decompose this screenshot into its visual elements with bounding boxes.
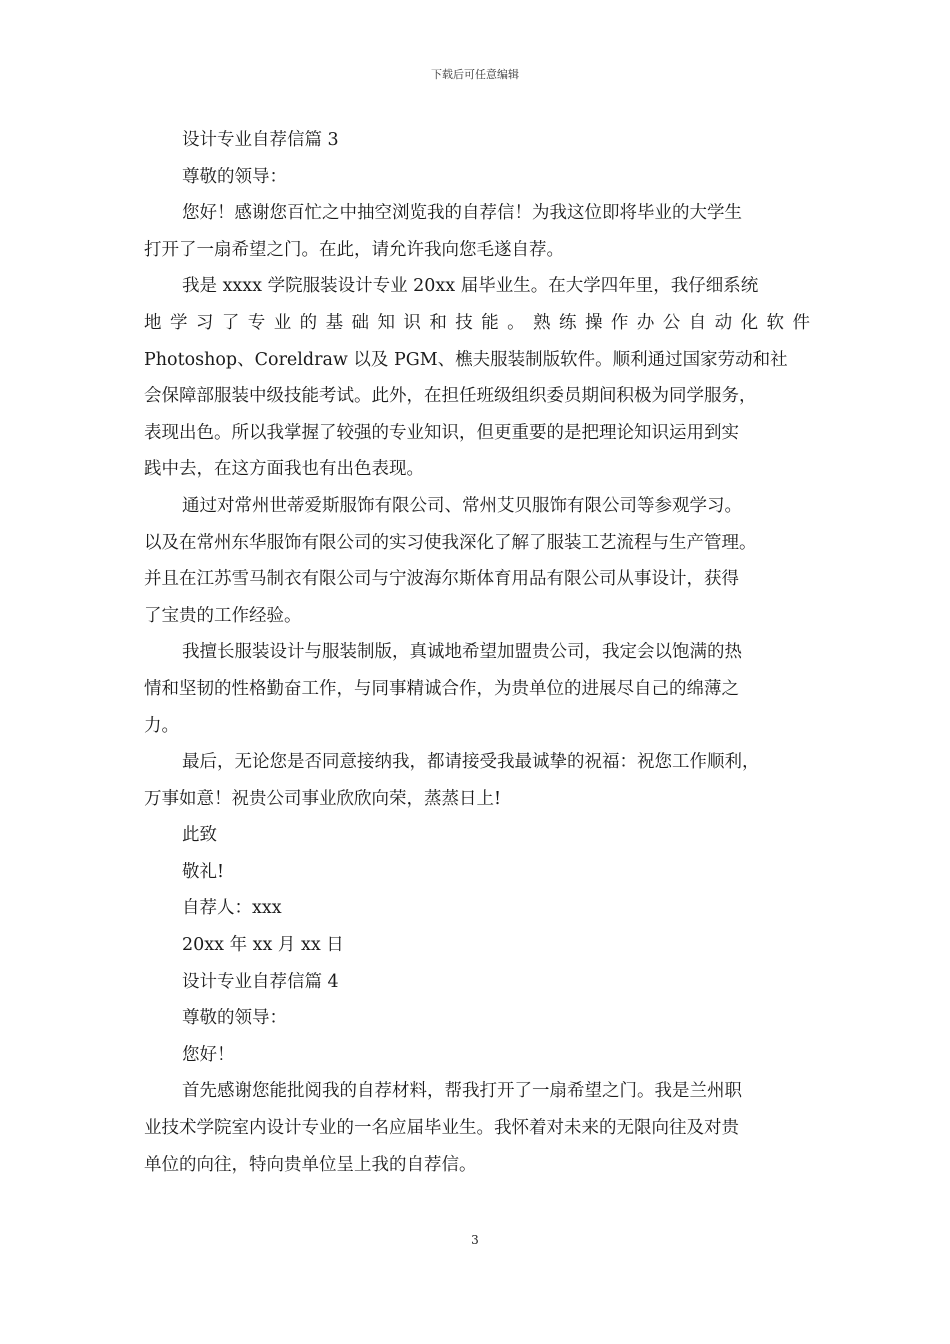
- text-line: 会保障部服装中级技能考试。此外，在担任班级组织委员期间积极为同学服务，: [144, 386, 757, 407]
- letter-title: 设计专业自荐信篇 3: [182, 130, 339, 150]
- text-line: 我是 xxxx 学院服装设计专业 20xx 届毕业生。在大学四年里，我仔细系统: [182, 276, 759, 297]
- text-line: 践中去，在这方面我也有出色表现。: [144, 459, 424, 480]
- text-line: 业技术学院室内设计专业的一名应届毕业生。我怀着对未来的无限向往及对贵: [144, 1118, 739, 1139]
- text-line: 并且在江苏雪马制衣有限公司与宁波海尔斯体育用品有限公司从事设计，获得: [144, 569, 739, 590]
- text-line: 力。: [144, 715, 179, 736]
- text-line: 通过对常州世蒂爱斯服饰有限公司、常州艾贝服饰有限公司等参观学习。: [182, 495, 742, 516]
- text-line: 情和坚韧的性格勤奋工作，与同事精诚合作，为贵单位的进展尽自己的绵薄之: [144, 678, 739, 699]
- letter-title: 设计专业自荐信篇 4: [182, 971, 339, 992]
- greeting: 您好！: [182, 1044, 235, 1065]
- signature: 自荐人：xxx: [182, 898, 282, 919]
- closing: 此致: [182, 825, 217, 846]
- letter-body: [144, 122, 810, 1183]
- page-number: 3: [471, 1233, 479, 1247]
- closing-regards: 敬礼!: [182, 861, 225, 882]
- date: 20xx 年 xx 月 xx 日: [182, 935, 344, 956]
- text-line: 地学习了专业的基础知识和技能。熟练操作办公自动化软件: [144, 312, 810, 333]
- text-line: 了宝贵的工作经验。: [144, 605, 302, 626]
- text-line: 以及在常州东华服饰有限公司的实习使我深化了解了服装工艺流程与生产管理。: [144, 532, 757, 553]
- text-line: 万事如意！祝贵公司事业欣欣向荣，蒸蒸日上!: [144, 788, 502, 809]
- salutation: 尊敬的领导：: [182, 166, 287, 187]
- text-line: 单位的向往，特向贵单位呈上我的自荐信。: [144, 1154, 477, 1175]
- salutation: 尊敬的领导：: [182, 1008, 287, 1029]
- text-line: 打开了一扇希望之门。在此，请允许我向您毛遂自荐。: [144, 239, 564, 260]
- text-line: 您好！感谢您百忙之中抽空浏览我的自荐信！为我这位即将毕业的大学生: [182, 203, 742, 224]
- text-line: Photoshop、Coreldraw 以及 PGM、樵夫服装制版软件。顺利通过国家劳动和社: [144, 349, 788, 370]
- text-line: 表现出色。所以我掌握了较强的专业知识，但更重要的是把理论知识运用到实: [144, 422, 739, 443]
- page-header-note: 下载后可任意编辑: [431, 68, 519, 81]
- text-line: 最后，无论您是否同意接纳我，都请接受我最诚挚的祝福：祝您工作顺利，: [182, 752, 760, 773]
- text-line: 首先感谢您能批阅我的自荐材料，帮我打开了一扇希望之门。我是兰州职: [182, 1081, 742, 1102]
- text-line: 我擅长服装设计与服装制版，真诚地希望加盟贵公司，我定会以饱满的热: [182, 642, 742, 663]
